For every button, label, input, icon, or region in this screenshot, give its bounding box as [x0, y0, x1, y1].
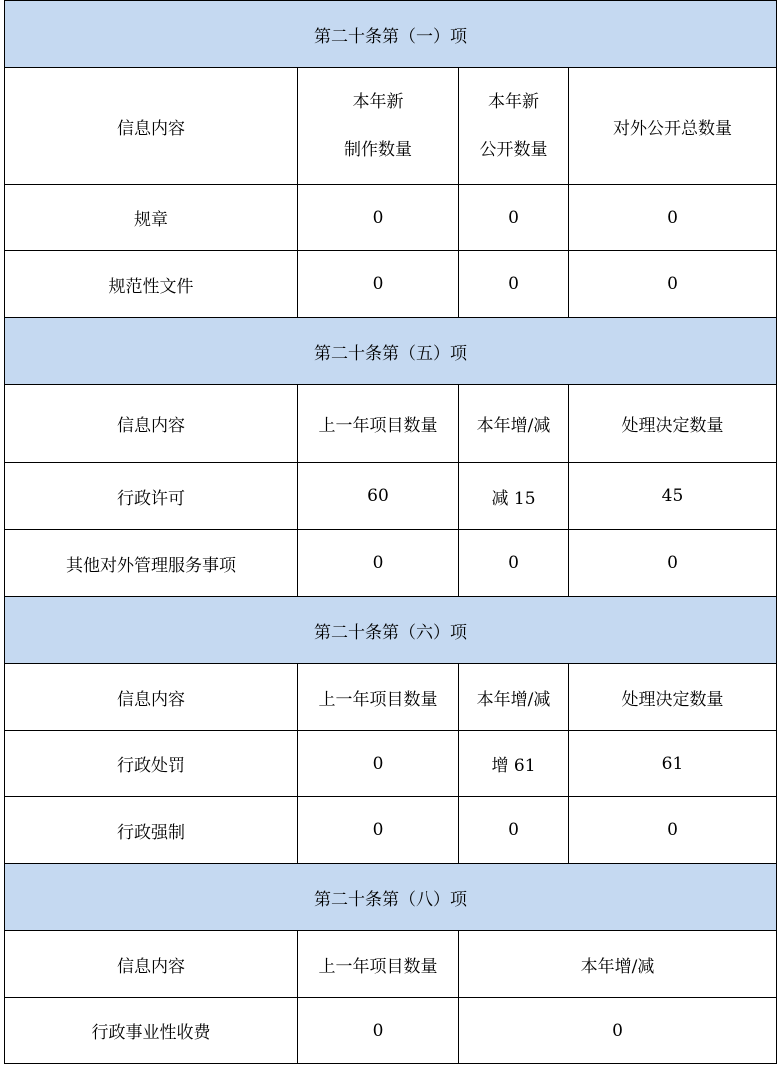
row-label: 行政许可: [5, 463, 298, 530]
table-cell: 0: [459, 251, 569, 318]
column-header: 本年增/减: [459, 931, 777, 998]
column-header: [459, 68, 569, 185]
table-cell: 0: [569, 185, 777, 251]
table-cell: 增 61: [459, 731, 569, 797]
column-header: 处理决定数量: [569, 385, 777, 463]
table-cell: 0: [298, 797, 459, 864]
section-header-row: [5, 1, 777, 68]
disclosure-table: [4, 0, 777, 1064]
table-row: [5, 185, 777, 251]
table-row: [5, 998, 777, 1064]
table-cell: 0: [298, 731, 459, 797]
table-cell: 0: [459, 530, 569, 597]
header-line: 本年新: [352, 92, 404, 112]
table-cell: 0: [459, 185, 569, 251]
row-label: 行政事业性收费: [5, 998, 298, 1064]
column-header: 信息内容: [5, 385, 298, 463]
table-cell: 0: [298, 185, 459, 251]
column-header: 本年增/减: [459, 664, 569, 731]
section-header-row: [5, 318, 777, 385]
table-cell: 61: [569, 731, 777, 797]
table-cell: 0: [298, 998, 459, 1064]
section-header-row: [5, 597, 777, 664]
section-header-row: [5, 864, 777, 931]
header-line: 公开数量: [479, 140, 548, 160]
column-header: 信息内容: [5, 68, 298, 185]
column-header-row: [5, 385, 777, 463]
column-header: 信息内容: [5, 664, 298, 731]
column-header: 上一年项目数量: [298, 385, 459, 463]
column-header: 信息内容: [5, 931, 298, 998]
table-cell: 0: [298, 530, 459, 597]
table-row: [5, 463, 777, 530]
header-line: 制作数量: [344, 140, 412, 160]
column-header: [298, 68, 459, 185]
table-cell: 0: [569, 251, 777, 318]
row-label: 其他对外管理服务事项: [5, 530, 298, 597]
table-row: [5, 731, 777, 797]
row-label: 行政强制: [5, 797, 298, 864]
table-row: [5, 251, 777, 318]
column-header: 本年增/减: [459, 385, 569, 463]
section-title: 第二十条第（五）项: [5, 318, 777, 385]
table-cell: 减 15: [459, 463, 569, 530]
table-row: [5, 797, 777, 864]
table-cell: 0: [459, 998, 777, 1064]
row-label: 规范性文件: [5, 251, 298, 318]
section-title: 第二十条第（一）项: [5, 1, 777, 68]
column-header-row: [5, 68, 777, 185]
column-header: 上一年项目数量: [298, 664, 459, 731]
section-title: 第二十条第（六）项: [5, 597, 777, 664]
column-header: 处理决定数量: [569, 664, 777, 731]
table-cell: 45: [569, 463, 777, 530]
column-header-row: [5, 664, 777, 731]
table-cell: 60: [298, 463, 459, 530]
section-title: 第二十条第（八）项: [5, 864, 777, 931]
column-header: 上一年项目数量: [298, 931, 459, 998]
table-cell: 0: [569, 797, 777, 864]
table-cell: 0: [459, 797, 569, 864]
row-label: 行政处罚: [5, 731, 298, 797]
row-label: 规章: [5, 185, 298, 251]
table-cell: 0: [569, 530, 777, 597]
column-header-row: [5, 931, 777, 998]
table-cell: 0: [298, 251, 459, 318]
header-line: 本年新: [488, 92, 539, 112]
column-header: 对外公开总数量: [569, 68, 777, 185]
table-row: [5, 530, 777, 597]
